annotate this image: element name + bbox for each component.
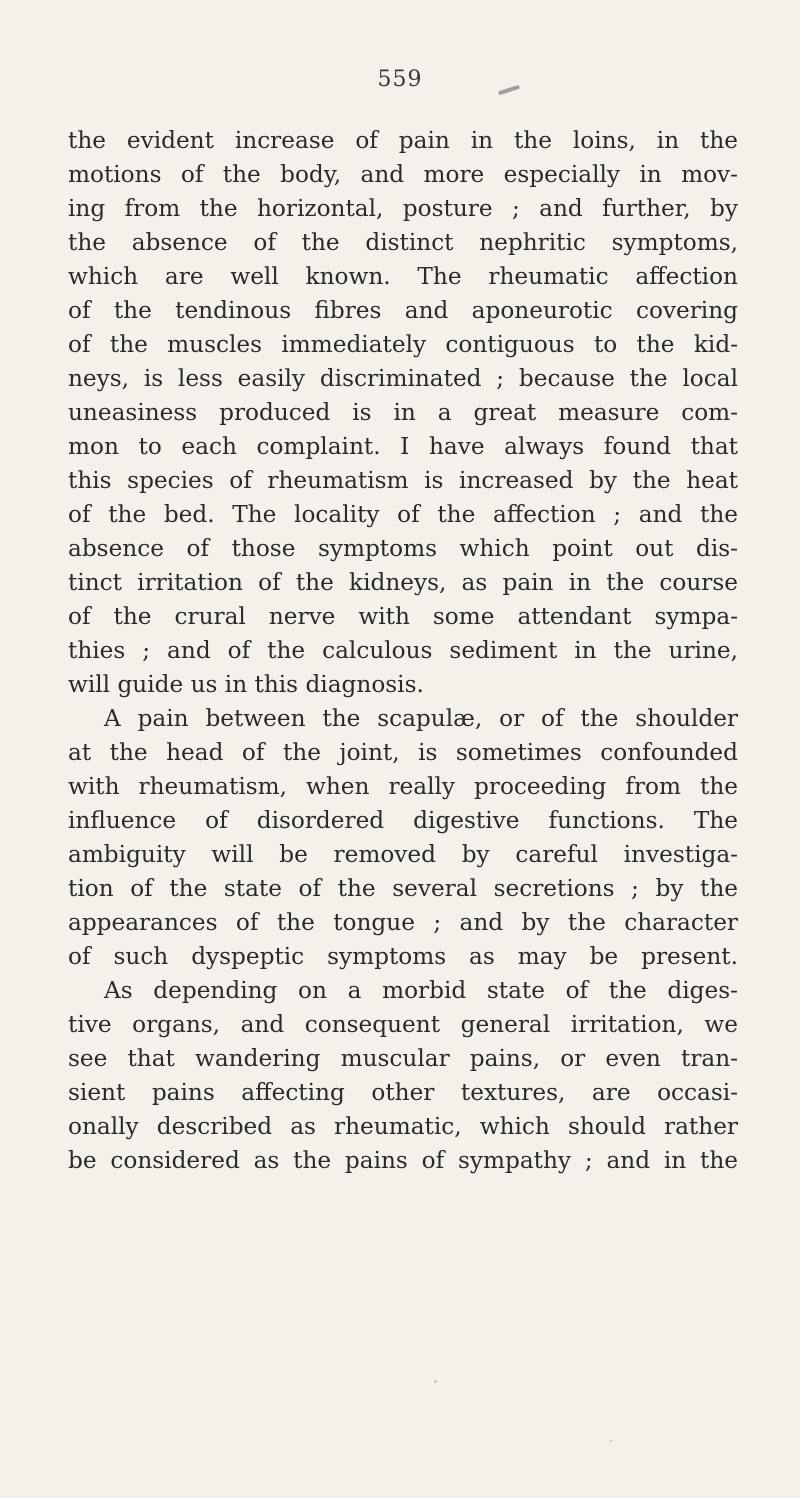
- text-line: tive organs, and consequent general irritation, we: [68, 1011, 738, 1038]
- text-line: absence of those symptoms which point out dis-: [68, 535, 738, 562]
- text-line: ing from the horizontal, posture ; and further, by: [68, 195, 738, 222]
- text-line: with rheumatism, when really proceeding from the: [68, 773, 738, 800]
- text-line: tion of the state of the several secretions ; by the: [68, 875, 738, 902]
- text-line: the evident increase of pain in the loins, in the: [68, 127, 738, 154]
- text-line: onally described as rheumatic, which should rather: [68, 1113, 738, 1140]
- text-line: be considered as the pains of sympathy ; and in the: [68, 1147, 738, 1174]
- text-line: mon to each complaint. I have always found that: [68, 433, 738, 460]
- text-line: of the crural nerve with some attendant sympa-: [68, 603, 738, 630]
- text-line: which are well known. The rheumatic affection: [68, 263, 738, 290]
- text-line: motions of the body, and more especially in mov-: [68, 161, 738, 188]
- text-line: of such dyspeptic symptoms as may be present.: [68, 943, 738, 970]
- text-line: will guide us in this diagnosis.: [68, 671, 424, 698]
- text-line: of the bed. The locality of the affection ; and the: [68, 501, 738, 528]
- text-line: the absence of the distinct nephritic symptoms,: [68, 229, 738, 256]
- text-line: of the tendinous fibres and aponeurotic covering: [68, 297, 738, 324]
- text-line: uneasiness produced is in a great measure com-: [68, 399, 738, 426]
- text-line: sient pains affecting other textures, are occasi-: [68, 1079, 738, 1106]
- paragraph-start-line: A pain between the scapulæ, or of the shoulder: [104, 705, 738, 732]
- text-line: thies ; and of the calculous sediment in the urine,: [68, 637, 738, 664]
- paper-speck: [434, 1380, 437, 1383]
- text-line: at the head of the joint, is sometimes confounded: [68, 739, 738, 766]
- text-line: appearances of the tongue ; and by the character: [68, 909, 738, 936]
- paper-speck: [610, 1440, 612, 1442]
- text-line: see that wandering muscular pains, or even tran-: [68, 1045, 738, 1072]
- text-line: neys, is less easily discriminated ; because the local: [68, 365, 738, 392]
- page-number: 559: [377, 67, 423, 92]
- paragraph-start-line: As depending on a morbid state of the diges-: [104, 977, 738, 1004]
- text-line: this species of rheumatism is increased by the heat: [68, 467, 738, 494]
- text-line: tinct irritation of the kidneys, as pain in the course: [68, 569, 738, 596]
- text-line: ambiguity will be removed by careful investiga-: [68, 841, 738, 868]
- text-line: of the muscles immediately contiguous to the kid-: [68, 331, 738, 358]
- text-line: influence of disordered digestive functions. The: [68, 807, 738, 834]
